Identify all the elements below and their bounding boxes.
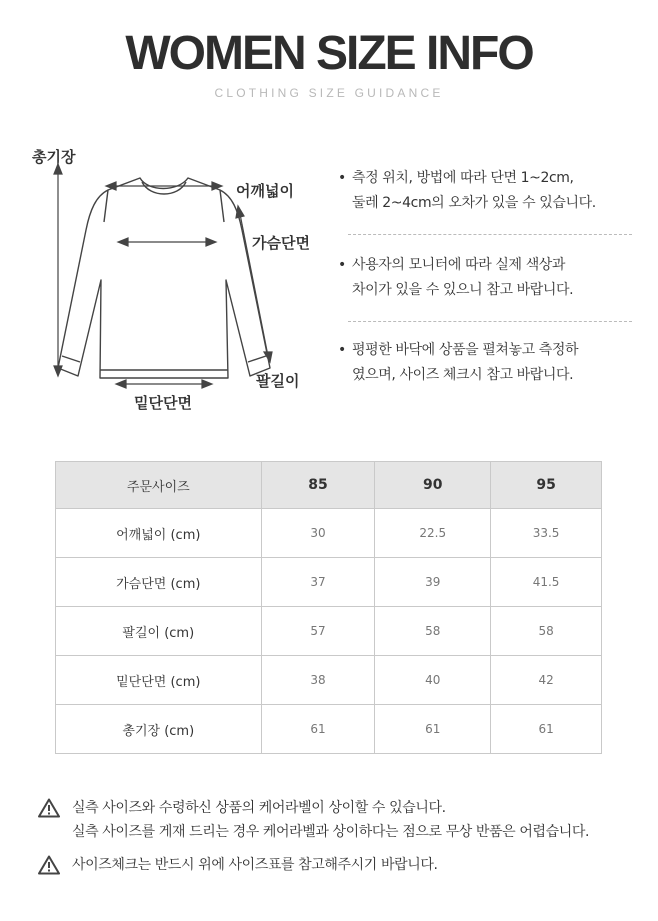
warning-line: 실측 사이즈와 수령하신 상품의 케어라벨이 상이할 수 있습니다.	[72, 800, 446, 816]
table-row	[56, 607, 602, 656]
table-row	[56, 705, 602, 754]
bullet-icon: •	[338, 342, 346, 358]
table-cell: 57	[261, 607, 375, 656]
table-cell: 61	[491, 705, 602, 754]
warning-notice	[38, 796, 589, 844]
table-cell: 37	[261, 558, 375, 607]
table-cell: 61	[261, 705, 375, 754]
row-label: 팔길이 (cm)	[56, 607, 262, 656]
dashed-divider	[348, 321, 632, 322]
table-row	[56, 509, 602, 558]
dashed-divider	[348, 234, 632, 235]
table-cell: 40	[375, 656, 491, 705]
size-table	[55, 461, 602, 754]
warning-line: 실측 사이즈를 게재 드리는 경우 케어라벨과 상이하다는 점으로 무상 반품은 어렵습니다.	[72, 824, 590, 840]
label-shoulder: 어깨넓이	[236, 182, 294, 200]
header-size-95: 95	[491, 462, 602, 509]
label-hem: 밑단단면	[134, 394, 192, 412]
label-chest: 가슴단면	[252, 234, 310, 252]
label-total-length: 총기장	[32, 148, 76, 166]
table-cell: 33.5	[491, 509, 602, 558]
table-row	[56, 656, 602, 705]
note-item	[332, 253, 632, 303]
note-line: 차이가 있을 수 있으니 참고 바랍니다.	[352, 282, 574, 298]
bullet-icon: •	[338, 257, 346, 273]
table-cell: 39	[375, 558, 491, 607]
note-item	[332, 166, 632, 216]
table-row	[56, 558, 602, 607]
row-label: 가슴단면 (cm)	[56, 558, 262, 607]
header-order-size: 주문사이즈	[56, 462, 262, 509]
note-line: 둘레 2~4cm의 오차가 있을 수 있습니다.	[352, 195, 596, 211]
page-subtitle: CLOTHING SIZE GUIDANCE	[214, 86, 444, 100]
table-cell: 58	[375, 607, 491, 656]
note-line: 측정 위치, 방법에 따라 단면 1~2cm,	[352, 170, 574, 186]
label-sleeve: 팔길이	[256, 372, 300, 390]
table-cell: 42	[491, 656, 602, 705]
table-cell: 61	[375, 705, 491, 754]
note-item	[332, 338, 632, 388]
table-cell: 30	[261, 509, 375, 558]
warning-notice	[38, 853, 438, 877]
bullet-icon: •	[338, 170, 346, 186]
page-title: WOMEN SIZE INFO	[125, 27, 533, 80]
table-cell: 58	[491, 607, 602, 656]
note-line: 평평한 바닥에 상품을 펼쳐놓고 측정하	[352, 342, 579, 358]
warning-line: 사이즈체크는 반드시 위에 사이즈표를 참고해주시기 바랍니다.	[72, 857, 438, 873]
note-line: 사용자의 모니터에 따라 실제 색상과	[352, 257, 566, 273]
header-size-85: 85	[261, 462, 375, 509]
warning-triangle-icon	[38, 798, 60, 818]
garment-diagram	[0, 130, 330, 430]
table-header-row	[56, 462, 602, 509]
measurement-notes	[332, 166, 632, 388]
row-label: 총기장 (cm)	[56, 705, 262, 754]
table-cell: 38	[261, 656, 375, 705]
note-line: 였으며, 사이즈 체크시 참고 바랍니다.	[352, 367, 574, 383]
header-size-90: 90	[375, 462, 491, 509]
row-label: 어깨넓이 (cm)	[56, 509, 262, 558]
table-cell: 22.5	[375, 509, 491, 558]
row-label: 밑단단면 (cm)	[56, 656, 262, 705]
warning-triangle-icon	[38, 855, 60, 875]
table-cell: 41.5	[491, 558, 602, 607]
